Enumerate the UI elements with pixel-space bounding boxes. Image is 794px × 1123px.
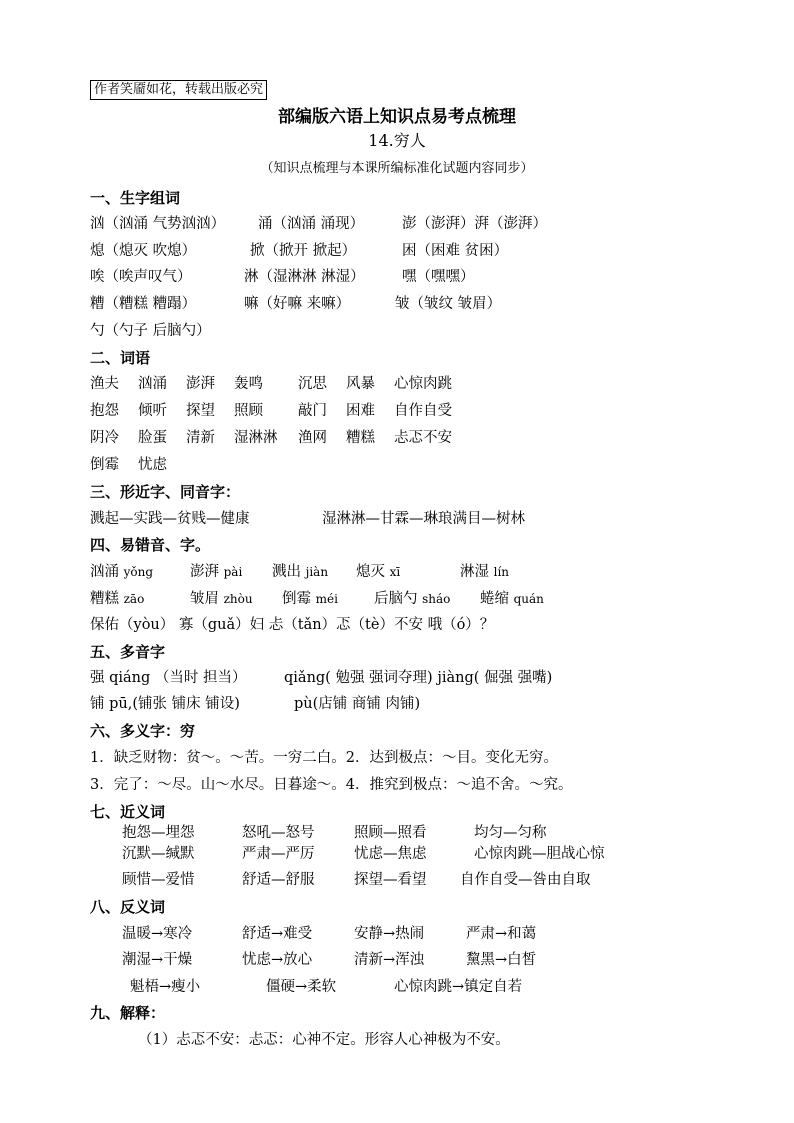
- vocab-word: 糟糕: [346, 430, 375, 446]
- synonym-pair: 自作自受—咎由自取: [460, 872, 591, 888]
- vocab-word: 敲门: [298, 403, 327, 419]
- meaning-line: 3．完了：～尽。山～水尽。日暮途～。4．推究到极点：～追不舍。～究。: [90, 777, 573, 793]
- word-group: 皱（皱纹 皱眉）: [395, 296, 502, 312]
- pron-item: 倒霉 méi: [282, 591, 338, 607]
- pron-item: 皱眉 zhòu: [190, 591, 253, 607]
- synonym-pair: 顾惜—爱惜: [122, 872, 195, 888]
- word-group: 淋（湿淋淋 淋湿）: [244, 269, 365, 285]
- synonym-pair: 怒吼—怒号: [242, 825, 315, 841]
- antonym-pair: 严肃→和蔼: [466, 926, 537, 942]
- vocab-word: 抱怨: [90, 403, 119, 419]
- word-group: 勺（勺子 后脑勺）: [90, 323, 211, 339]
- synonym-pair: 照顾—照看: [354, 825, 427, 841]
- similar-chars: 湿淋淋—甘霖—琳琅满目—树林: [322, 511, 525, 527]
- antonym-pair: 黧黑→白皙: [466, 952, 537, 968]
- section-heading-8: 八、反义词: [90, 898, 166, 916]
- antonym-pair: 清新→浑浊: [354, 952, 425, 968]
- word-group: 糟（糟糕 糟蹋）: [90, 296, 197, 312]
- synonym-pair: 沉默—缄默: [122, 846, 195, 862]
- word-group: 掀（掀开 掀起）: [250, 243, 357, 259]
- pron-item: 糟糕 zāo: [90, 591, 145, 607]
- pron-item: 熄灭 xī: [356, 564, 401, 580]
- vocab-word: 脸蛋: [138, 430, 167, 446]
- synonym-pair: 心惊肉跳—胆战心惊: [474, 846, 605, 862]
- vocab-word: 澎湃: [186, 376, 215, 392]
- word-group: 澎（澎湃）湃（澎湃）: [402, 216, 547, 232]
- pron-item: 蜷缩 quán: [480, 591, 544, 607]
- section-heading-4: 四、易错音、字。: [90, 536, 211, 554]
- vocab-word: 心惊肉跳: [394, 376, 452, 392]
- word-group: 涌（汹涌 涌现）: [258, 216, 365, 232]
- vocab-word: 忧虑: [138, 457, 167, 473]
- word-group: 唉（唉声叹气）: [90, 269, 192, 285]
- vocab-word: 忐忑不安: [394, 430, 452, 446]
- word-group: 嘛（好嘛 来嘛）: [244, 296, 351, 312]
- vocab-word: 渔夫: [90, 376, 119, 392]
- polyphone-line: qiǎng( 勉强 强词夺理) jiàng( 倔强 强嘴): [284, 670, 553, 686]
- document-title: 部编版六语上知识点易考点梳理: [278, 107, 516, 127]
- pron-item: 后脑勺 sháo: [374, 591, 451, 607]
- vocab-word: 照顾: [234, 403, 263, 419]
- pron-item: 溅出 jiàn: [272, 564, 329, 580]
- vocab-word: 倾听: [138, 403, 167, 419]
- copyright-stamp: 作者笑靥如花，转载出版必究: [90, 80, 267, 100]
- pron-item: 淋湿 lín: [460, 564, 510, 580]
- vocab-word: 困难: [346, 403, 375, 419]
- synonym-pair: 均匀—匀称: [474, 825, 547, 841]
- pron-item: 汹涌 yǒng: [90, 564, 154, 580]
- vocab-word: 渔网: [298, 430, 327, 446]
- antonym-pair: 潮湿→干燥: [122, 952, 193, 968]
- pron-item: 澎湃 pài: [190, 564, 243, 580]
- vocab-word: 湿淋淋: [234, 430, 278, 446]
- explanation-line: （1）忐忑不安：忐忑：心神不定。形容人心神极为不安。: [138, 1032, 510, 1048]
- vocab-word: 轰鸣: [234, 376, 263, 392]
- antonym-pair: 舒适→难受: [242, 926, 313, 942]
- vocab-word: 清新: [186, 430, 215, 446]
- synonym-pair: 舒适—舒服: [242, 872, 315, 888]
- antonym-pair: 忧虑→放心: [242, 952, 313, 968]
- antonym-pair: 心惊肉跳→镇定自若: [394, 979, 523, 995]
- vocab-word: 自作自受: [394, 403, 452, 419]
- synonym-pair: 探望—看望: [354, 872, 427, 888]
- antonym-pair: 安静→热闹: [354, 926, 425, 942]
- vocab-word: 汹涌: [138, 376, 167, 392]
- antonym-pair: 魁梧→瘦小: [130, 979, 201, 995]
- section-heading-7: 七、近义词: [90, 803, 166, 821]
- antonym-pair: 温暖→寒冷: [122, 926, 193, 942]
- meaning-line: 1．缺乏财物：贫～。～苦。一穷二白。2．达到极点：～目。变化无穷。: [90, 750, 558, 766]
- vocab-word: 阴冷: [90, 430, 119, 446]
- word-group: 汹（汹涌 气势汹汹）: [90, 216, 226, 232]
- similar-chars: 溅起—实践—贫贱—健康: [90, 511, 250, 527]
- polyphone-line: pù(店铺 商铺 肉铺): [294, 696, 421, 712]
- vocab-word: 沉思: [298, 376, 327, 392]
- word-group: 困（困难 贫困）: [402, 243, 509, 259]
- polyphone-line: 强 qiáng （当时 担当）: [90, 670, 247, 686]
- section-heading-6: 六、多义字：穷: [90, 722, 196, 740]
- vocab-word: 探望: [186, 403, 215, 419]
- section-heading-9: 九、解释：: [90, 1004, 166, 1022]
- section-heading-1: 一、生字组词: [90, 189, 181, 207]
- polyphone-line: 铺 pū,(铺张 铺床 铺设): [90, 696, 240, 712]
- subtitle-note: （知识点梳理与本课所编标准化试题内容同步）: [260, 161, 534, 176]
- section-heading-3: 三、形近字、同音字：: [90, 483, 241, 501]
- section-heading-5: 五、多音字: [90, 643, 166, 661]
- vocab-word: 倒霉: [90, 457, 119, 473]
- word-group: 嘿（嘿嘿）: [402, 269, 475, 285]
- antonym-pair: 僵硬→柔软: [266, 979, 337, 995]
- word-group: 熄（熄灭 吹熄）: [90, 243, 197, 259]
- section-heading-2: 二、词语: [90, 349, 151, 367]
- synonym-pair: 抱怨—埋怨: [122, 825, 195, 841]
- vocab-word: 风暴: [346, 376, 375, 392]
- lesson-title: 14.穷人: [368, 131, 426, 150]
- pron-line: 保佑（yòu） 寡（guǎ）妇 忐（tǎn）忑（tè）不安 哦（ó）？: [90, 617, 495, 633]
- synonym-pair: 严肃—严厉: [242, 846, 315, 862]
- synonym-pair: 忧虑—焦虑: [354, 846, 427, 862]
